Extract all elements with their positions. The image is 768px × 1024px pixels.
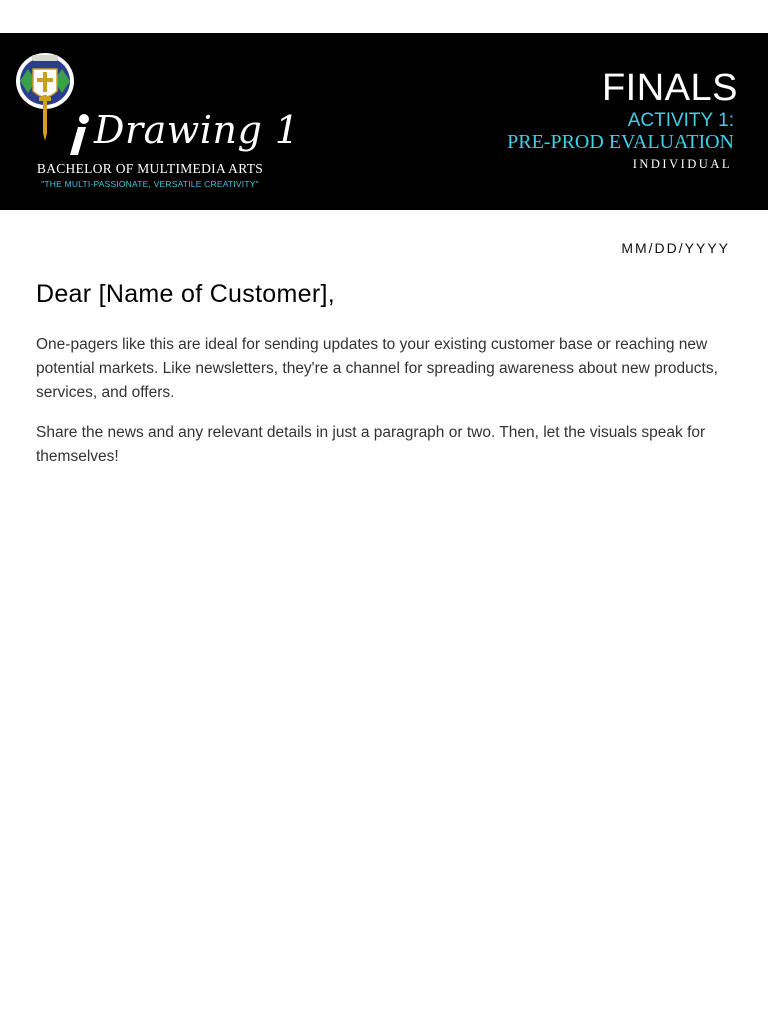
activity-number: ACTIVITY 1: [627,110,734,131]
program-name: BACHELOR OF MULTIMEDIA ARTS [36,161,264,176]
letter-date: MM/DD/YYYY [621,240,730,256]
letter-greeting: Dear [Name of Customer], [36,280,335,308]
body-paragraph: Share the news and any relevant details in just a paragraph or two. Then, let the visuals speak for themselves! [36,424,706,465]
body-paragraph: One-pagers like this are ideal for sending updates to your existing customer base or reaching new potential markets. Like newsletters, they're a channel for spreading awareness about new products, services, and offers. [36,336,718,401]
activity-title: PRE-PROD EVALUATION [507,131,734,153]
term-title: FINALS [601,67,738,109]
course-title: Drawing 1 [94,108,300,152]
i-letter-icon [64,113,92,157]
course-logo [14,51,300,201]
program-tagline: "THE MULTI-PASSIONATE, VERSATILE CREATIVITY" [41,179,259,189]
activity-mode: INDIVIDUAL [632,157,732,171]
header-banner [0,33,768,210]
